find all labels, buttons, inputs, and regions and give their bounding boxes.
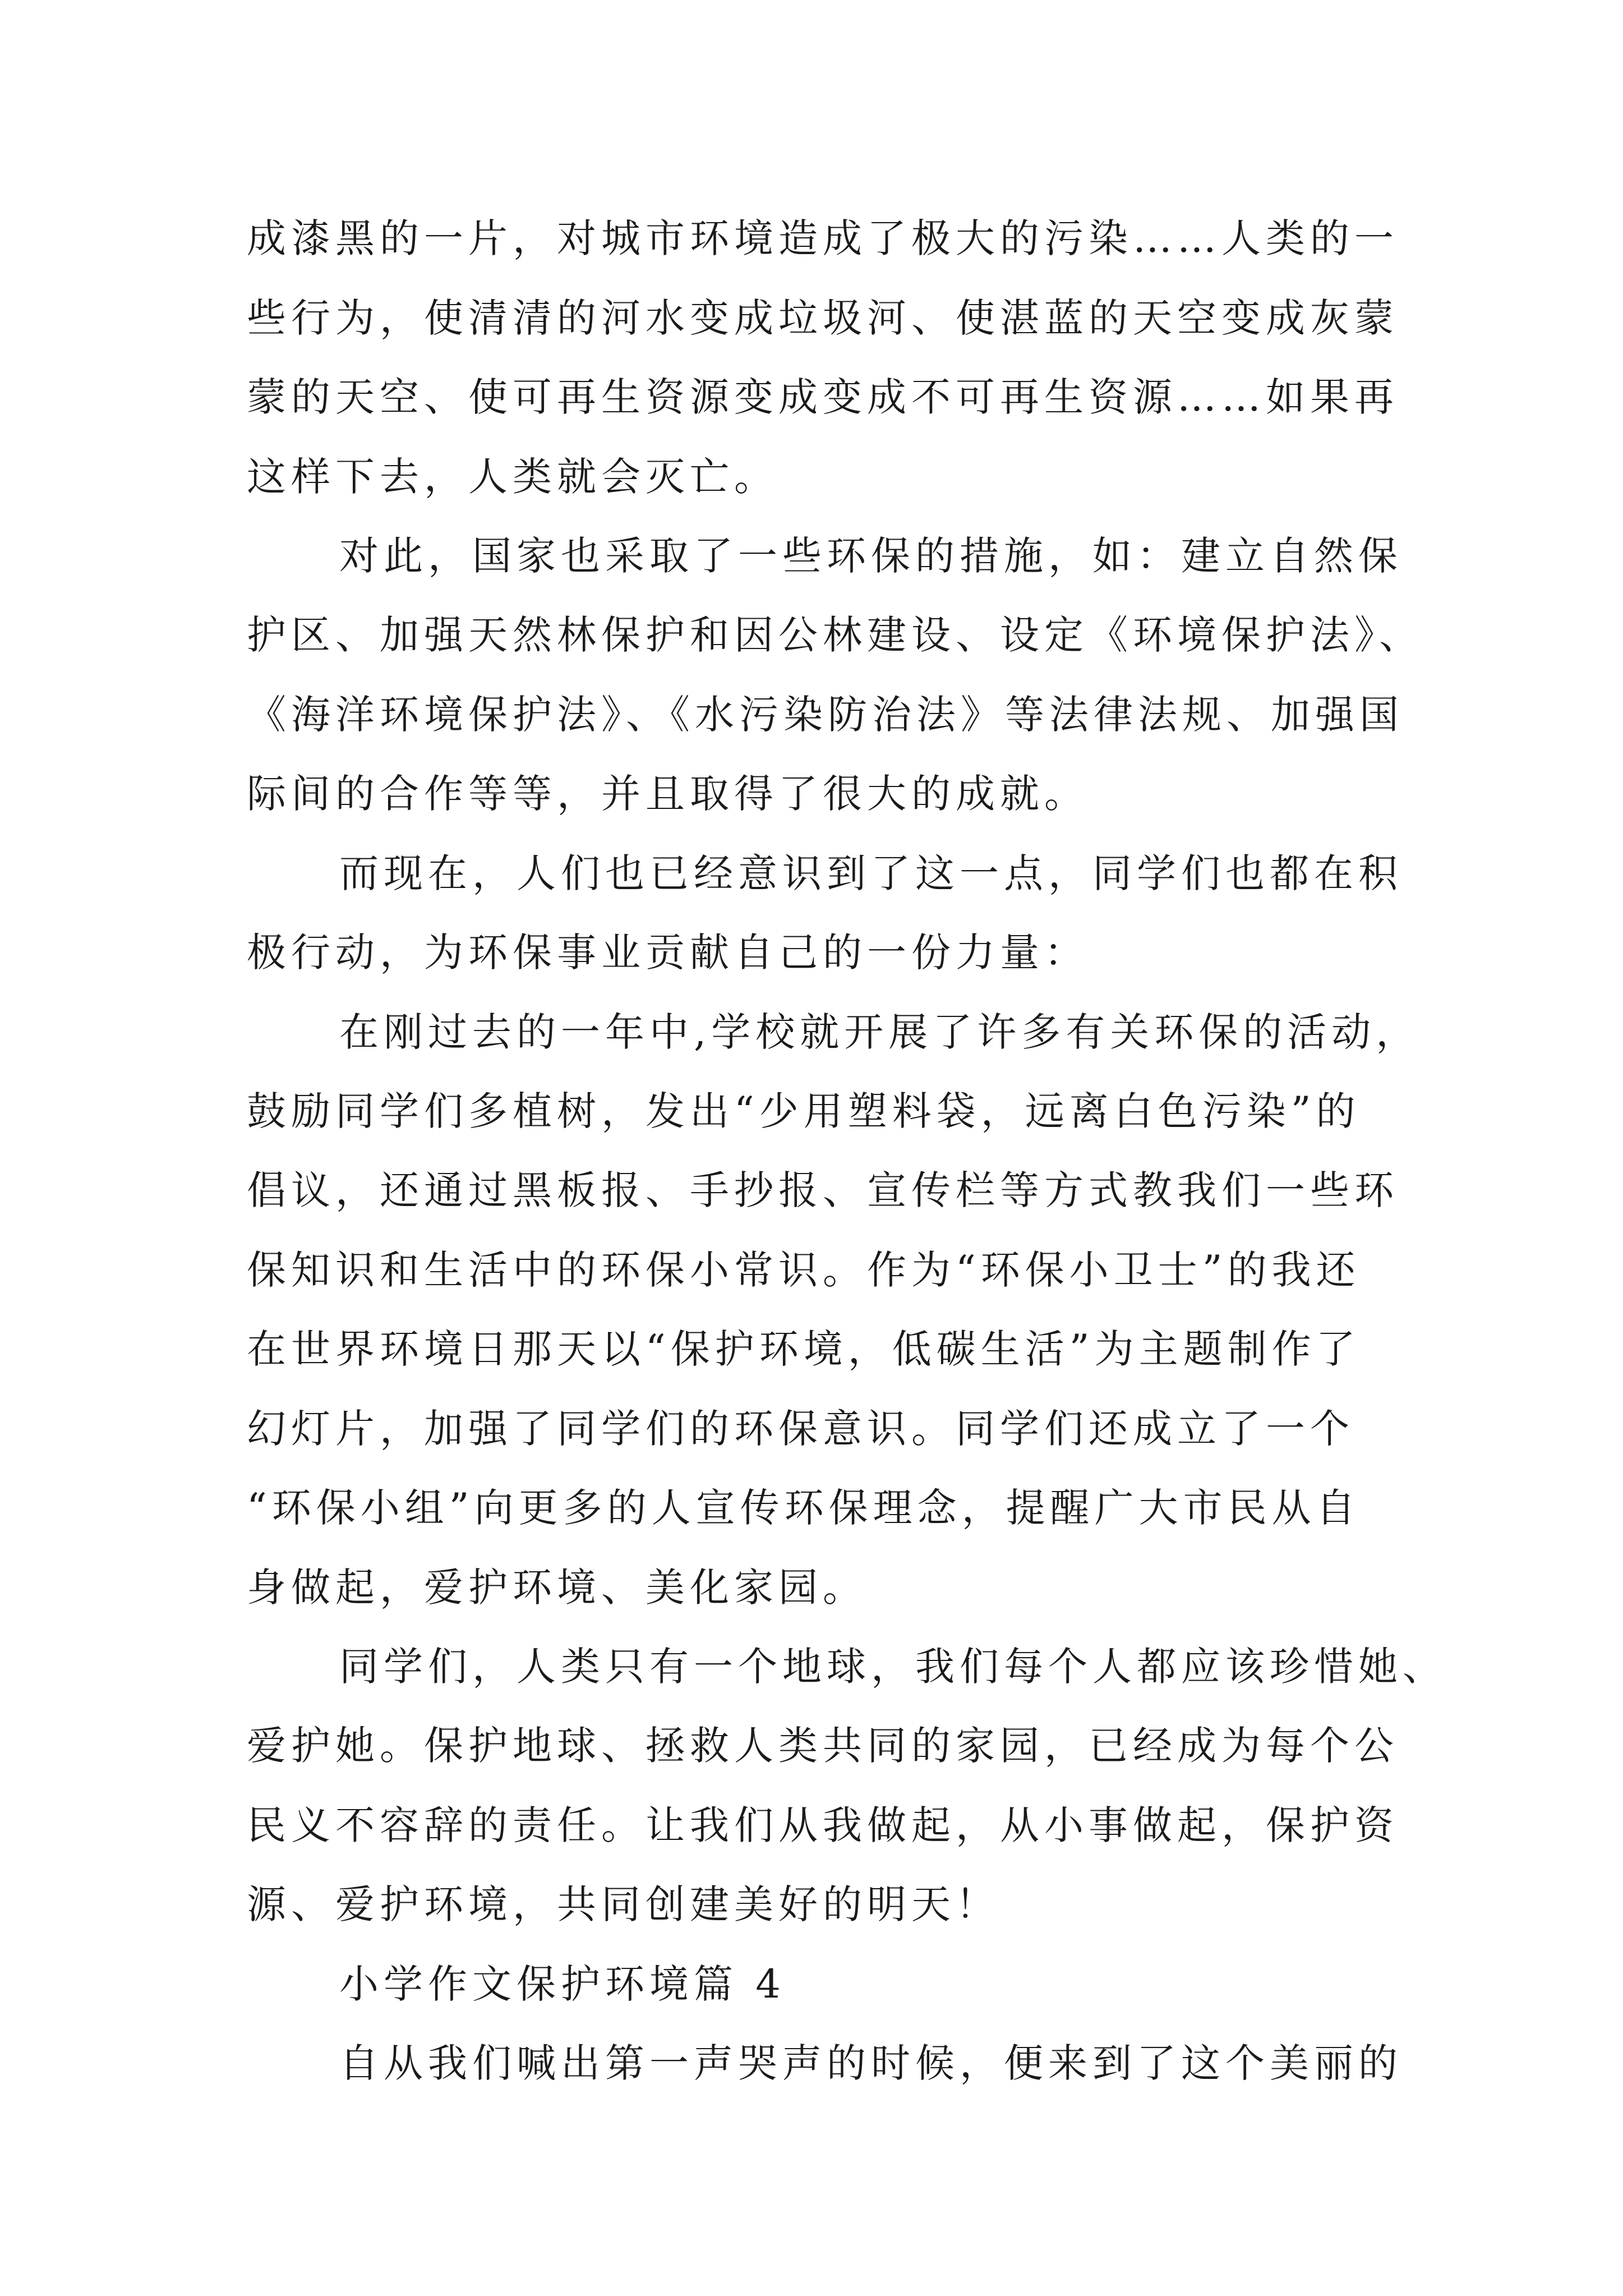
text-line: 倡议，还通过黑板报、手抄报、宣传栏等方式教我们一些环: [247, 1167, 1399, 1213]
text-line: 成漆黑的一片，对城市环境造成了极大的污染……人类的一: [247, 215, 1399, 261]
text-line: 极行动，为环保事业贡献自己的一份力量：: [247, 930, 1089, 976]
paragraph-first-line: 同学们，人类只有一个地球，我们每个人都应该珍惜她、: [339, 1644, 1447, 1690]
text-line: 鼓励同学们多植树，发出“少用塑料袋，远离白色污染”的: [247, 1088, 1361, 1134]
text-line: 保知识和生活中的环保小常识。作为“环保小卫士”的我还: [247, 1247, 1361, 1293]
paragraph-first-line: 对此，国家也采取了一些环保的措施，如：建立自然保: [339, 533, 1403, 579]
text-line: 《海洋环境保护法》、《水污染防治法》等法律法规、加强国: [247, 692, 1404, 738]
text-line: 幻灯片，加强了同学们的环保意识。同学们还成立了一个: [247, 1406, 1354, 1452]
text-line: 际间的合作等等，并且取得了很大的成就。: [247, 771, 1089, 817]
section-heading: 小学作文保护环境篇 4: [339, 1961, 786, 2007]
text-line: 民义不容辞的责任。让我们从我做起，从小事做起，保护资: [247, 1802, 1399, 1848]
text-line: 这样下去，人类就会灭亡。: [247, 454, 778, 500]
paragraph-first-line: 自从我们喊出第一声哭声的时候，便来到了这个美丽的: [339, 2040, 1403, 2086]
text-line: 在世界环境日那天以“保护环境，低碳生活”为主题制作了: [247, 1326, 1361, 1372]
text-line: 护区、加强天然林保护和因公林建设、设定《环境保护法》、: [247, 612, 1423, 658]
text-line: 源、爱护环境，共同创建美好的明天！: [247, 1881, 1000, 1927]
text-line: “环保小组”向更多的人宣传环保理念，提醒广大市民从自: [247, 1485, 1361, 1531]
text-line: 爱护她。保护地球、拯救人类共同的家园，已经成为每个公: [247, 1723, 1399, 1769]
paragraph-first-line: 在刚过去的一年中,学校就开展了许多有关环保的活动，: [339, 1009, 1421, 1055]
text-line: 些行为，使清清的河水变成垃圾河、使湛蓝的天空变成灰蒙: [247, 295, 1399, 341]
paragraph-first-line: 而现在，人们也已经意识到了这一点，同学们也都在积: [339, 850, 1403, 896]
text-line: 身做起，爱护环境、美化家园。: [247, 1565, 867, 1611]
text-line: 蒙的天空、使可再生资源变成变成不可再生资源……如果再: [247, 374, 1399, 420]
